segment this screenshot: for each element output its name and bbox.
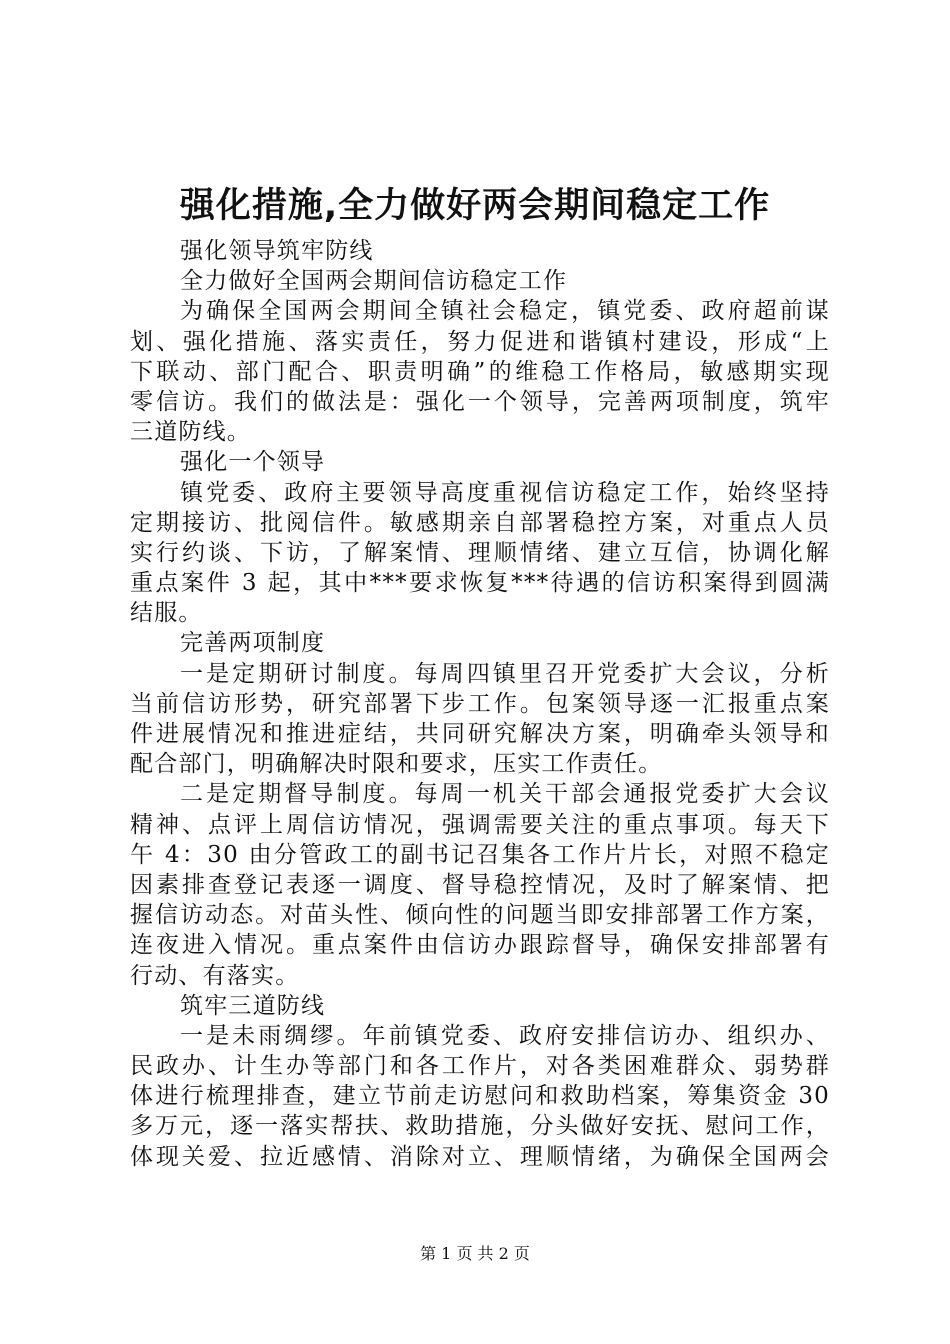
- body-line: 件进展情况和推进症结，共同研究解决方案，明确牵头领导和: [130, 721, 830, 747]
- body-line: 配合部门，明确解决时限和要求，压实工作责任。: [130, 751, 663, 778]
- body-line: 连夜进入情况。重点案件由信访办跟踪督导，确保安排部署有: [130, 932, 830, 959]
- body-line: 强化领导筑牢防线: [180, 238, 374, 264]
- body-line: 午 4：30 由分管政工的副书记召集各工作片片长，对照不稳定: [130, 841, 830, 868]
- body-line: 多万元，逐一落实帮扶、救助措施，分头做好安抚、慰问工作，: [130, 1113, 830, 1140]
- body-line: 体现关爱、拉近感情、消除对立、理顺情绪，为确保全国两会: [130, 1143, 830, 1170]
- body-line: 因素排查登记表逐一调度、督导稳控情况，及时了解案情、把: [130, 871, 830, 898]
- body-line: 体进行梳理排查，建立节前走访慰问和救助档案，筹集资金 30: [130, 1083, 830, 1110]
- body-line: 精神、点评上周信访情况，强调需要关注的重点事项。每天下: [130, 811, 830, 838]
- body-line: 二是定期督导制度。每周一机关干部会通报党委扩大会议: [180, 781, 830, 808]
- body-line: 当前信访形势，研究部署下步工作。包案领导逐一汇报重点案: [130, 690, 830, 717]
- body-line: 镇党委、政府主要领导高度重视信访稳定工作，始终坚持: [180, 479, 830, 506]
- body-line: 实行约谈、下访，了解案情、理顺情绪、建立互信，协调化解: [130, 539, 830, 566]
- body-line: 强化一个领导: [180, 449, 326, 476]
- document-body: [130, 236, 830, 1172]
- body-line: 握信访动态。对苗头性、倾向性的问题当即安排部署工作方案，: [130, 902, 830, 929]
- body-line: 为确保全国两会期间全镇社会稳定，镇党委、政府超前谋: [180, 298, 830, 325]
- body-line: 筑牢三道防线: [180, 992, 326, 1019]
- body-line: 定期接访、批阅信件。敏感期亲自部署稳控方案，对重点人员: [130, 509, 830, 536]
- body-line: 重点案件 3 起，其中***要求恢复***待遇的信访积案得到圆满: [130, 570, 830, 597]
- body-line: 完善两项制度: [180, 630, 326, 657]
- body-line: 划、强化措施、落实责任，努力促进和谐镇村建设，形成“上: [130, 328, 830, 355]
- document-title: 强化措施,全力做好两会期间稳定工作: [179, 186, 771, 226]
- body-line: 零信访。我们的做法是：强化一个领导，完善两项制度，筑牢: [130, 388, 830, 415]
- body-line: 一是定期研讨制度。每周四镇里召开党委扩大会议，分析: [180, 660, 830, 687]
- body-line: 全力做好全国两会期间信访稳定工作: [180, 268, 568, 295]
- body-line: 下联动、部门配合、职责明确”的维稳工作格局，敏感期实现: [130, 358, 830, 385]
- body-line: 民政办、计生办等部门和各工作片，对各类困难群众、弱势群: [130, 1053, 830, 1080]
- body-line: 三道防线。: [130, 419, 251, 446]
- page-footer: 第 1 页 共 2 页: [420, 1244, 530, 1263]
- body-line: 行动、有落实。: [130, 962, 300, 989]
- body-line: 一是未雨绸缪。年前镇党委、政府安排信访办、组织办、: [180, 1022, 830, 1049]
- body-line: 结服。: [130, 600, 203, 627]
